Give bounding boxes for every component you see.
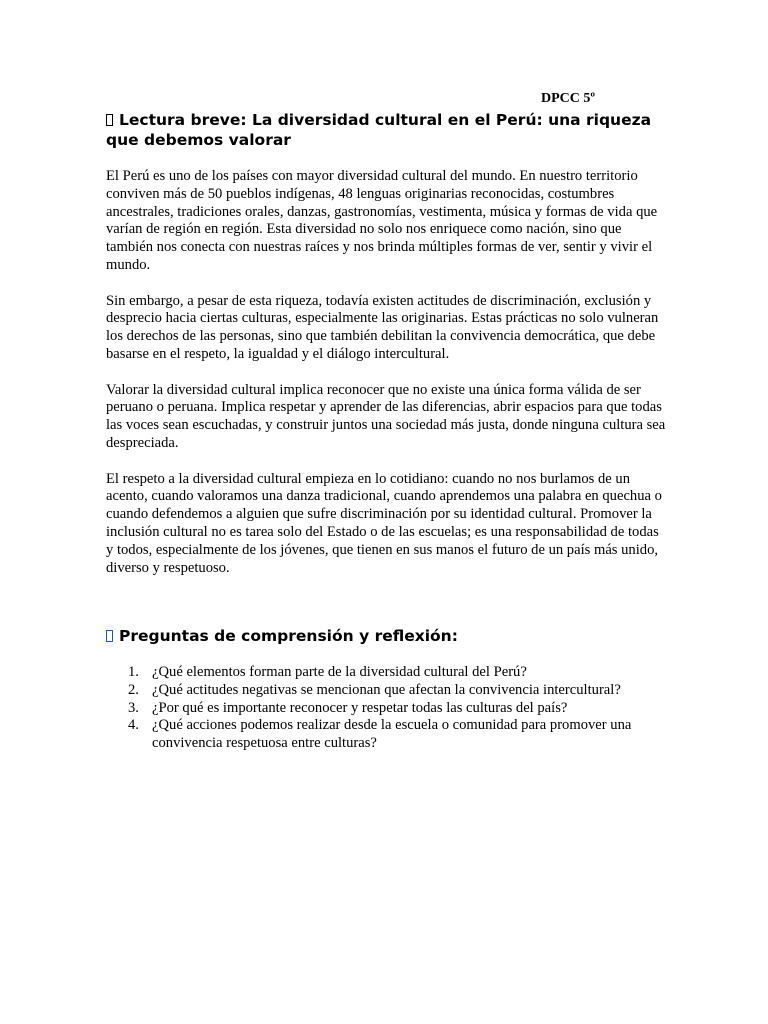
questions-title: Preguntas de comprensión y reflexión: (119, 627, 458, 645)
reading-body (106, 168, 666, 595)
question-text: ¿Qué acciones podemos realizar desde la escuela o comunidad para promover una convivencia respetuosa entre culturas? (152, 717, 632, 752)
question-number: 2. (128, 681, 139, 698)
list-item (106, 700, 666, 718)
course-code: DPCC 5º (541, 91, 596, 106)
paragraph: Sin embargo, a pesar de esta riqueza, todavía existen actitudes de discriminación, exclusión y desprecio hacia ciertas culturas, especialmente las originarias. Estas prácticas no solo vulneran los derechos de las personas, sino que también debilitan la convivencia democrática, que debe basarse en el respeto, la igualdad y el diálogo intercultural. (106, 292, 659, 362)
question-text: ¿Qué elementos forman parte de la diversidad cultural del Perú? (152, 664, 527, 680)
missing-glyph-icon (106, 630, 113, 642)
list-item (106, 682, 666, 700)
paragraph: El Perú es uno de los países con mayor diversidad cultural del mundo. En nuestro territorio conviven más de 50 pueblos indígenas, 48 lenguas originarias reconocidas, costumbres ancestrales, tradiciones orales, danzas, gastronomías, vestimenta, música y formas de vida que varían de región en región. Esta diversidad no solo nos enriquece como nación, sino que también nos conecta con nuestras raíces y nos brinda múltiples formas de ver, sentir y vivir el mundo. (106, 168, 658, 273)
reading-title-heading (106, 110, 666, 150)
list-item (106, 717, 666, 753)
paragraph: El respeto a la diversidad cultural empieza en lo cotidiano: cuando no nos burlamos de un acento, cuando valoramos una danza tradicional, cuando aprendemos una palabra en quechua o cuando defendemos a alguien que sufre discriminación por su identidad cultural. Promover la inclusión cultural no es tarea solo del Estado o de las escuelas; es una responsabilidad de todas y todos, especialmente de los jóvenes, que tienen en sus manos el futuro de un país más unido, diverso y respetuoso. (106, 470, 662, 576)
question-text: ¿Por qué es importante reconocer y respetar todas las culturas del país? (152, 699, 568, 716)
question-number: 4. (128, 717, 139, 734)
paragraph: Valorar la diversidad cultural implica reconocer que no existe una única forma válida de ser peruano o peruana. Implica respetar y aprender de las diferencias, abrir espacios para que todas las voces sean escuchadas, y construir juntos una sociedad más justa, donde ninguna cultura sea despreciada. (106, 381, 666, 451)
missing-glyph-icon (106, 114, 113, 126)
question-text: ¿Qué actitudes negativas se mencionan que afectan la convivencia intercultural? (152, 681, 621, 698)
question-number: 3. (128, 699, 139, 716)
questions-list (106, 664, 666, 753)
questions-heading (106, 626, 458, 646)
reading-title: Lectura breve: La diversidad cultural en el Perú: una riqueza que debemos valorar (106, 111, 652, 149)
question-number: 1. (128, 664, 139, 680)
list-item (106, 664, 666, 682)
